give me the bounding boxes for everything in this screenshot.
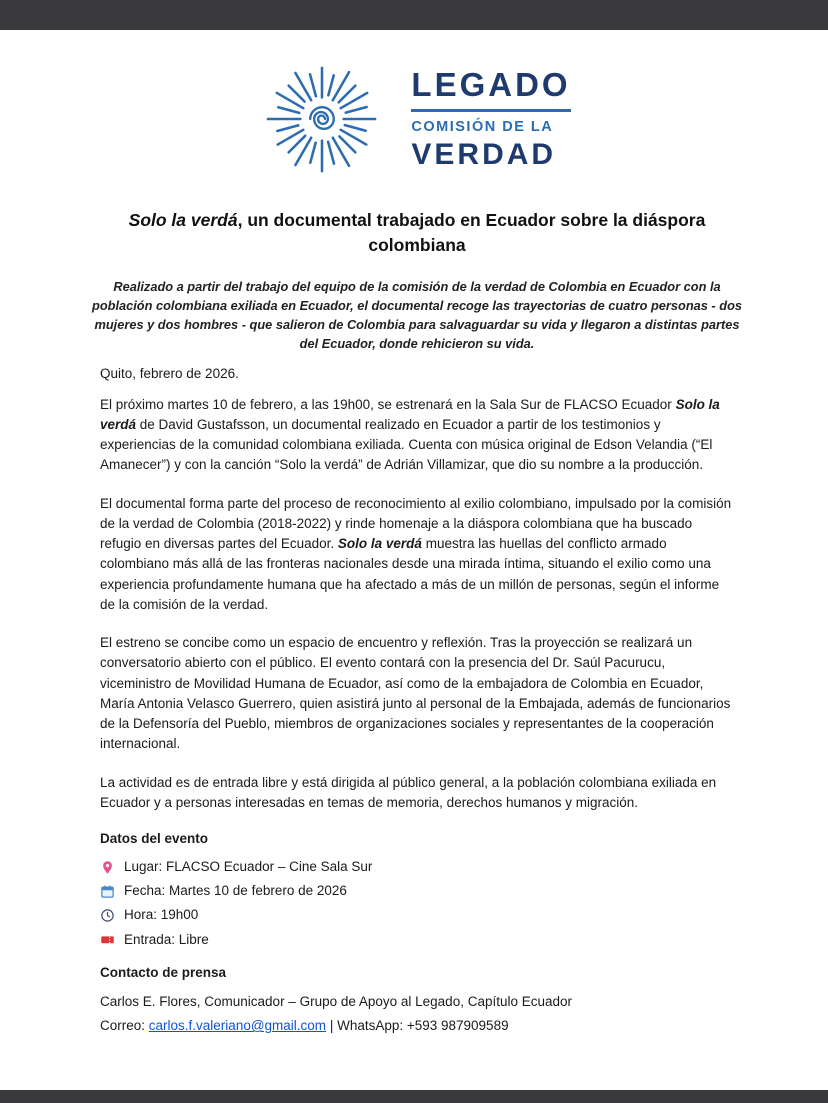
paragraph-4: La actividad es de entrada libre y está dirigida al público general, a la población colombiana exiliada en Ecuador y a personas interesadas en temas de memoria, derechos humanos y migración. — [100, 774, 717, 810]
event-item-text: Lugar: FLACSO Ecuador – Cine Sala Sur — [124, 859, 373, 874]
email-label: Correo: — [100, 1018, 149, 1034]
paragraph-1-text-after: de David Gustafsson, un documental realizado en Ecuador a partir de los testimonios y experiencias de la comunidad colombiana exiliada. Cuenta con música original de Edson Velandia (“El Amanecer”) y con la canción “Solo la verdá” de Adrián Villamizar, que dio su nombre a la producción. — [100, 416, 713, 473]
dateline: Quito, febrero de 2026. — [100, 365, 239, 381]
spiral-sun-icon — [263, 56, 381, 182]
press-contact-name: Carlos E. Flores, Comunicador – Grupo de Apoyo al Legado, Capítulo Ecuador — [100, 993, 573, 1009]
event-item-venue — [100, 858, 734, 876]
whatsapp-text: | WhatsApp: +593 987909589 — [326, 1018, 509, 1034]
logo-wordmark-verdad: VERDAD — [411, 138, 557, 171]
film-title-emphasis: Solo la verdá — [100, 396, 720, 432]
paragraph-3: El estreno se concibe como un espacio de encuentro y reflexión. Tras la proyección se realizará un conversatorio abierto con el público. El evento contará con la presencia del Dr. Saúl Pacurucu, viceministro de Movilidad Humana de Ecuador, así como de la embajadora de Colombia en Ecuador, María Antonia Velasco Guerrero, quien asistirá junto al personal de la Embajada, además de funcionarios de la Defensoría del Pueblo, miembros de organizaciones sociales y representantes de la cooperación internacional. — [100, 635, 731, 752]
paragraph-2-text-after: muestra las huellas del conflicto armado colombiano más allá de las fronteras nacionales desde una mirada íntima, situando el exilio como una experiencia profundamente humana que ha afectado a más de un millón de personas, según el informe de la comisión de la verdad. — [100, 536, 720, 612]
film-title-emphasis: Solo la verdá — [337, 536, 422, 551]
ticket-icon — [100, 932, 115, 947]
event-item-admission — [100, 931, 734, 949]
press-contact-heading: Contacto de prensa — [100, 964, 227, 980]
event-item-time — [100, 906, 734, 924]
logo-divider — [411, 109, 570, 112]
lede-paragraph: Realizado a partir del trabajo del equipo de la comisión de la verdad de Colombia en Ecuador con la población colombiana exiliada en Ecuador, el documental recoge las trayectorias de cuatro personas - dos mujeres y dos hombres - que salieron de Colombia para salvaguardar su vida y llegaron a distintas partes del Ecuador, donde rehicieron su vida. — [92, 278, 742, 352]
paragraph-1 — [100, 395, 734, 476]
email-link[interactable]: carlos.f.valeriano@gmail.com — [148, 1018, 327, 1034]
top-letterbox-bar — [0, 0, 828, 30]
bottom-letterbox-bar — [0, 1090, 828, 1103]
logo-wordmark-legado: LEGADO — [411, 66, 571, 103]
logo-wordmark — [411, 66, 570, 172]
paragraph-2-text-before: El documental forma parte del proceso de reconocimiento al exilio colombiano, impulsado por la comisión de la verdad de Colombia (2018-2022) y rinde homenaje a la diáspora colombiana que ha buscado refugio en diversas partes del Ecuador. — [100, 495, 732, 551]
title-rest: , un documental trabajado en Ecuador sobre la diáspora colombiana — [237, 210, 706, 256]
press-release-title — [104, 208, 730, 259]
event-details-heading: Datos del evento — [100, 831, 209, 846]
event-item-text: Entrada: Libre — [124, 931, 209, 947]
paragraph-1-text-before: El próximo martes 10 de febrero, a las 19h00, se estrenará en la Sala Sur de FLACSO Ecuador — [100, 396, 676, 412]
logo-wordmark-comision: COMISIÓN DE LA — [411, 119, 554, 135]
event-item-text: Hora: 19h00 — [124, 907, 199, 923]
press-contact-details — [100, 1016, 734, 1036]
paragraph-2 — [100, 494, 734, 616]
location-pin-icon — [100, 860, 115, 875]
event-item-date — [100, 882, 734, 900]
clock-icon — [100, 908, 115, 923]
document-page — [0, 30, 828, 1090]
event-details-list — [100, 858, 734, 949]
calendar-icon — [100, 884, 115, 899]
truth-commission-logo — [100, 56, 734, 182]
event-item-text: Fecha: Martes 10 de febrero de 2026 — [124, 883, 347, 899]
title-film-name: Solo la verdá — [128, 210, 238, 230]
